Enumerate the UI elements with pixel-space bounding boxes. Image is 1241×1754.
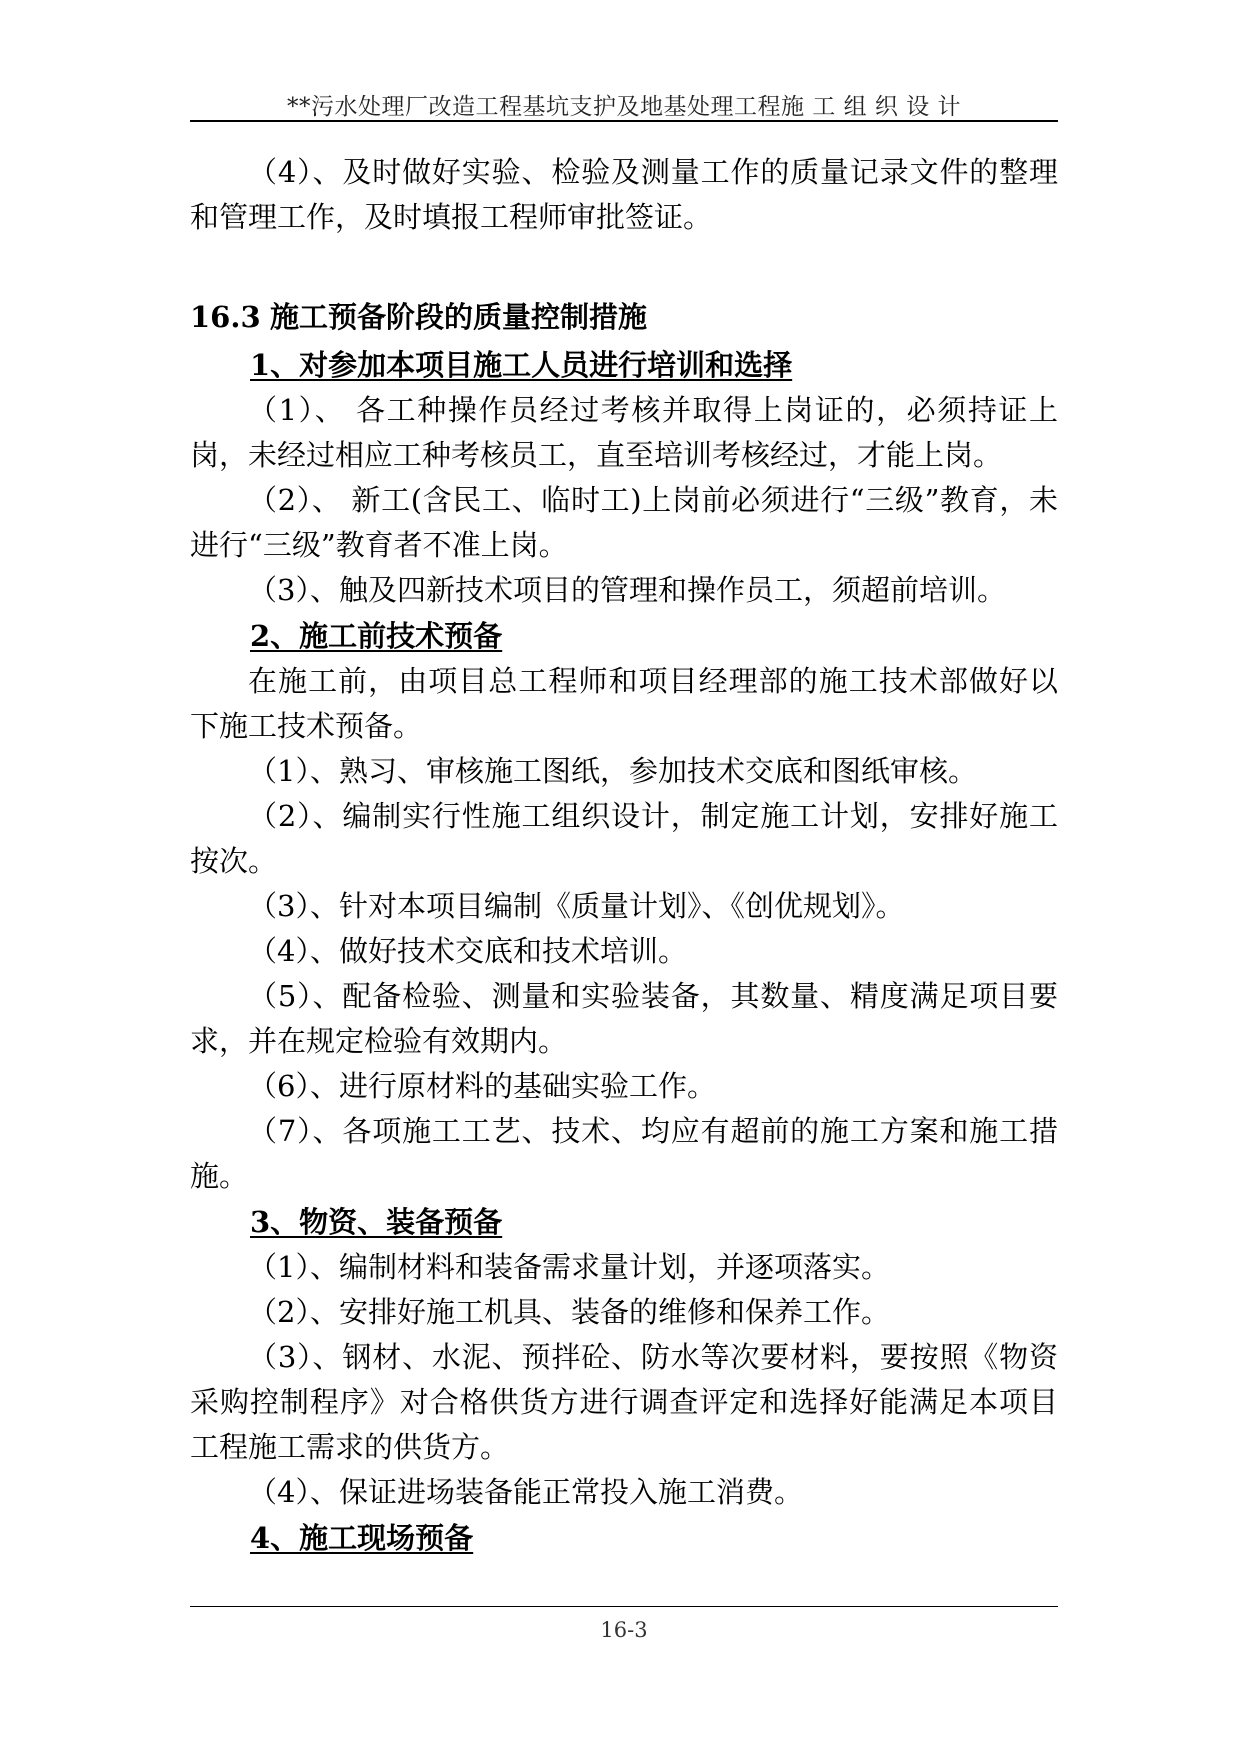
list-item: （1）、熟习、审核施工图纸，参加技术交底和图纸审核。	[248, 754, 977, 788]
list-item: （4）、做好技术交底和技术培训。	[248, 934, 687, 968]
spacer	[190, 240, 1058, 294]
subsection-heading: 3、物资、装备预备	[250, 1205, 503, 1239]
list-item: （2）、编制实行性施工组织设计，制定施工计划，安排好施工按次。	[190, 799, 1058, 878]
list-item: （7）、各项施工工艺、技术、均应有超前的施工方案和施工措施。	[190, 1114, 1058, 1193]
list-item: （2）、安排好施工机具、装备的维修和保养工作。	[248, 1295, 890, 1329]
running-header: **污水处理厂改造工程基坑支护及地基处理工程施 工 组 织 设 计	[286, 94, 962, 120]
list-item: （1）、 各工种操作员经过考核并取得上岗证的，必须持证上岗，未经过相应工种考核员工，直至培训考核经过，才能上岗。	[190, 393, 1058, 472]
paragraph: （4）、及时做好实验、检验及测量工作的质量记录文件的整理和管理工作，及时填报工程师审批签证。	[190, 155, 1058, 234]
list-item: （2）、 新工(含民工、临时工)上岗前必须进行“三级”教育，未进行“三级”教育者不准上岗。	[190, 483, 1058, 562]
paragraph: 在施工前，由项目总工程师和项目经理部的施工技术部做好以下施工技术预备。	[190, 664, 1058, 743]
list-item: （3）、针对本项目编制《质量计划》、《创优规划》。	[248, 889, 905, 923]
footer-divider	[190, 1606, 1058, 1607]
list-item: （1）、编制材料和装备需求量计划，并逐项落实。	[248, 1250, 890, 1284]
section-title: 施工预备阶段的质量控制措施	[270, 300, 648, 334]
list-item: （3）、触及四新技术项目的管理和操作员工，须超前培训。	[248, 573, 1006, 607]
section-heading	[190, 294, 1058, 340]
list-item: （5）、配备检验、测量和实验装备，其数量、精度满足项目要求，并在规定检验有效期内。	[190, 979, 1058, 1058]
list-item: （4）、保证进场装备能正常投入施工消费。	[248, 1475, 803, 1509]
page-number: 16-3	[600, 1618, 648, 1642]
subsection-heading: 2、施工前技术预备	[250, 619, 503, 653]
subsection-heading: 1、对参加本项目施工人员进行培训和选择	[250, 348, 793, 382]
list-item: （3）、钢材、水泥、预拌砼、防水等次要材料，要按照《物资采购控制程序》对合格供货方进行调查评定和选择好能满足本项目工程施工需求的供货方。	[190, 1340, 1058, 1464]
document-body	[190, 150, 1058, 1561]
header-divider	[190, 120, 1058, 122]
section-number: 16.3	[190, 300, 261, 334]
subsection-heading: 4、施工现场预备	[250, 1521, 474, 1555]
list-item: （6）、进行原材料的基础实验工作。	[248, 1069, 716, 1103]
